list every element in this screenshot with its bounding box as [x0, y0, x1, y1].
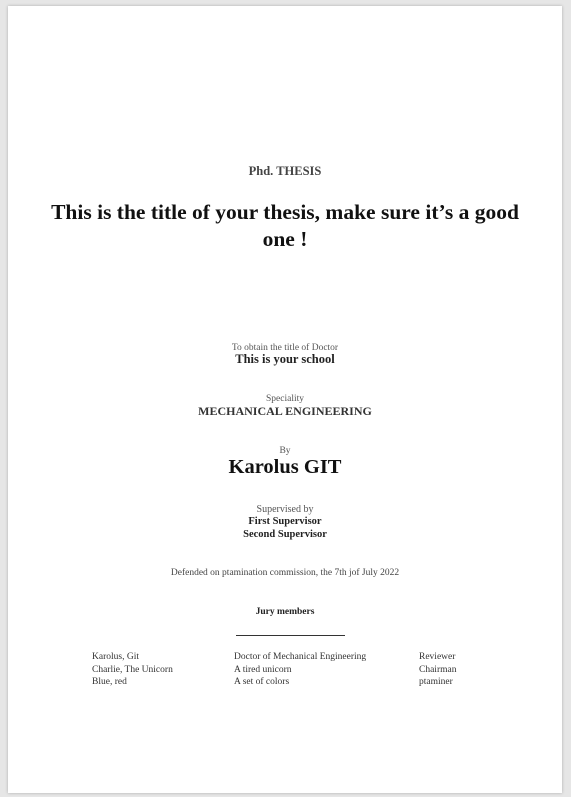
jury-member-name: Blue, red — [92, 677, 127, 687]
jury-member-name: Karolus, Git — [92, 652, 139, 662]
author-name: Karolus GIT — [228, 456, 342, 478]
speciality: MECHANICAL ENGINEERING — [198, 404, 372, 418]
jury-member-name: Charlie, The Unicorn — [92, 664, 173, 675]
jury-table — [92, 651, 492, 689]
defense-statement: Defended on ptamination commission, the 7th jof July 2022 — [170, 568, 400, 578]
jury-divider — [236, 635, 345, 636]
obtain-label: To obtain the title of Doctor — [231, 343, 339, 353]
jury-member-role: Reviewer — [419, 652, 456, 662]
first-supervisor: First Supervisor — [248, 516, 322, 527]
jury-member-title: Doctor of Mechanical Engineering — [234, 652, 367, 662]
speciality-label: Speciality — [266, 394, 304, 404]
document-page — [8, 6, 562, 793]
school-name: This is your school — [235, 352, 335, 366]
second-supervisor: Second Supervisor — [243, 529, 327, 540]
jury-row — [92, 664, 492, 677]
by-label: By — [279, 446, 291, 456]
jury-member-role: ptaminer — [419, 677, 453, 687]
thesis-title: This is the title of your thesis, make sure it’s a good one ! — [51, 200, 519, 251]
jury-member-title: A tired unicorn — [234, 664, 292, 675]
jury-row — [92, 676, 492, 689]
thesis-type: Phd. THESIS — [248, 164, 322, 178]
jury-row — [92, 651, 492, 664]
jury-member-role: Chairman — [419, 664, 457, 675]
supervised-label: Supervised by — [256, 504, 314, 515]
jury-member-title: A set of colors — [234, 677, 290, 687]
jury-title: Jury members — [255, 607, 315, 617]
